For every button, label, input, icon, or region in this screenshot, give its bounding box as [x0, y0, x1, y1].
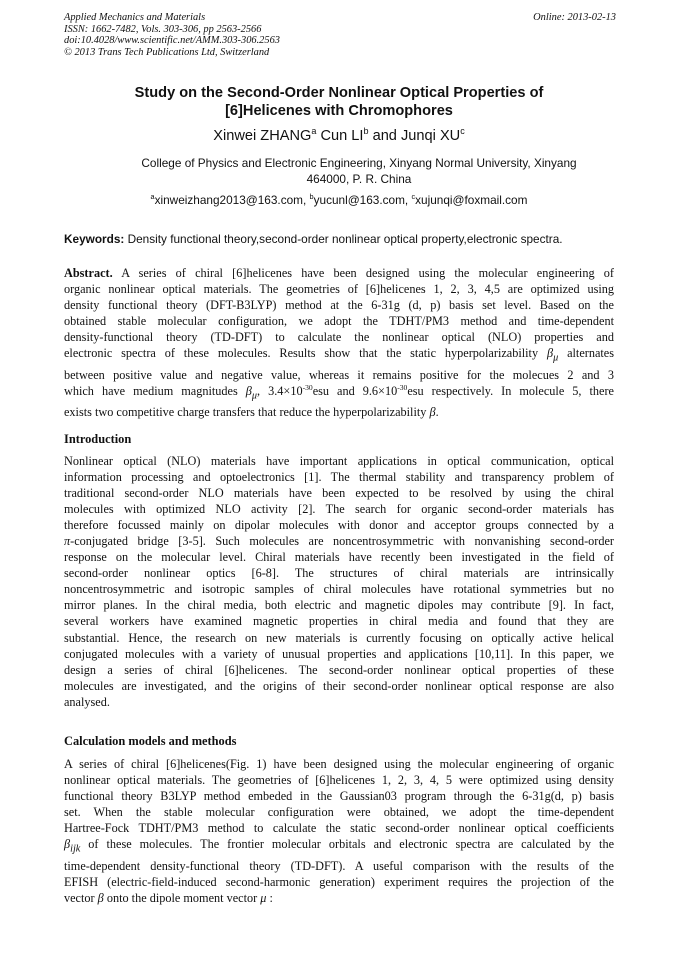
author-and: and [372, 128, 397, 144]
journal-copyright: © 2013 Trans Tech Publications Ltd, Switzerland [64, 46, 270, 58]
author-2: Cun LI [320, 128, 364, 144]
keywords-label: Keywords: [64, 232, 125, 246]
methods-line-3: functional theory B3LYP method embeded in the Gaussian03 program through the 6-31g(d, p) basis [64, 789, 614, 804]
abstract-line-8a: which have medium magnitudes [64, 383, 238, 398]
abstract [64, 265, 614, 420]
abstract-line-5: density-functional theory (TD-DFT) to calculate the nonlinear optical (NLO) properties and [64, 330, 614, 345]
abstract-line-6-text: electronic spectra of these molecules. Results show that the static hyperpolarizability [64, 346, 539, 361]
abstract-line-8 [64, 383, 614, 404]
methods-line-9c: : [269, 890, 273, 905]
exponent-1: -30 [302, 382, 313, 392]
online-date: Online: 2013-02-13 [533, 12, 616, 23]
methods-line-1: A series of chiral [6]helicenes(Fig. 1) have been designed using the molecular engineering of organic [64, 757, 614, 771]
methods-line-9a: vector [64, 890, 95, 905]
exponent-2: -30 [397, 382, 408, 392]
abstract-line-9a: exists two competitive charge transfers that reduce the hyperpolarizability [64, 405, 427, 420]
title-line-2: [6]Helicenes with Chromophores [225, 103, 453, 119]
keywords [64, 231, 616, 247]
email-a[interactable]: xinweizhang2013@163.com, [154, 193, 307, 207]
intro-line-14: design a series of chiral [6]helicenes. The second-order nonlinear optical properties of these [64, 662, 614, 677]
methods-line-5: Hartree-Fock TDHT/PM3 method to calculate the static second-order nonlinear optical coefficients [64, 821, 614, 836]
methods-line-9 [64, 890, 614, 906]
intro-line-12: substantial. Hence, the research on new materials is currently focusing on optically active helical [64, 630, 614, 645]
author-emails [64, 192, 614, 208]
author-1-sup: a [311, 126, 317, 137]
intro-line-11: several workers have examined magnetic properties in chiral media and found that they are [64, 614, 614, 629]
beta-symbol: β [429, 405, 436, 420]
intro-line-1: Nonlinear optical (NLO) materials have important applications in optical communication, optical [64, 454, 614, 468]
intro-line-10: mirror planes. In the chiral media, both electric and magnetic dipoles may contribute [9]. In fact, [64, 598, 614, 613]
methods-line-8: EFISH (electric-field-induced second-harmonic generation) experiment requires the projection of the [64, 874, 614, 889]
intro-line-3: traditional second-order NLO materials have been expected to be resolved by using the chiral [64, 486, 614, 501]
abstract-line-4: obtained stable molecular configuration, we adopt the TDHT/PM3 method and time-dependent [64, 314, 614, 329]
intro-line-16: analysed. [64, 694, 110, 709]
abstract-line-7: between positive value and negative value, whereas it remains positive for the molecues 2 and 3 [64, 367, 614, 382]
beta-symbol: β [97, 890, 104, 905]
email-b-sup: b [309, 192, 314, 202]
email-b[interactable]: yucunl@163.com, [313, 193, 409, 207]
intro-line-6 [64, 533, 614, 549]
methods-line-4: set. When the stable molecular configuration were obtained, we adopt the time-dependent [64, 805, 614, 820]
journal-issn: ISSN: 1662-7482, Vols. 303-306, pp 2563-2566 [64, 23, 262, 35]
affiliation [92, 156, 626, 187]
journal-header [64, 12, 616, 58]
affiliation-line-2: 464000, P. R. China [306, 171, 412, 186]
mu-subscript: μ [553, 352, 559, 364]
abstract-line-8b: , 3.4×10 [257, 383, 303, 398]
email-a-sup: a [150, 192, 155, 202]
paper-title [64, 84, 614, 120]
beta-symbol: β [245, 383, 252, 398]
abstract-line-1-text: A series of chiral [6]helicenes have been designed using the molecular engineering of [121, 266, 614, 280]
pi-symbol: π [64, 534, 71, 549]
author-list [64, 127, 614, 145]
author-2-sup: b [363, 126, 369, 137]
introduction-heading: Introduction [64, 432, 132, 446]
methods-line-2: nonlinear optical materials. The geometries of [6]helicenes 1, 2, 3, 4, 5 were optimized using density [64, 773, 614, 788]
email-c-sup: c [411, 192, 416, 202]
beta-symbol: β [546, 346, 554, 361]
abstract-line-6 [64, 345, 614, 366]
intro-line-5: therefore focussed mainly on dipolar molecules with donor and acceptor groups connected by a [64, 518, 614, 533]
methods-line-9b: onto the dipole moment vector [106, 890, 258, 905]
beta-symbol: β [64, 837, 71, 852]
keywords-text: Density functional theory,second-order nonlinear optical property,electronic spectra. [127, 232, 563, 246]
email-c[interactable]: xujunqi@foxmail.com [415, 193, 528, 207]
mu-subscript: μ [251, 390, 258, 402]
abstract-line-9 [64, 404, 614, 420]
intro-line-9: noncentrosymmetric and isotropic samples of chiral molecules have rotational symmetries but no [64, 582, 614, 597]
intro-line-6-text: -conjugated bridge [3-5]. Such molecules are noncentrosymmetric with nonvanishing second-order [70, 534, 614, 549]
journal-doi: doi:10.4028/www.scientific.net/AMM.303-306.2563 [64, 35, 280, 47]
abstract-line-9b: . [435, 405, 439, 420]
methods-line-7: time-dependent density-functional theory (TD-DFT). A useful comparison with the results of the [64, 858, 614, 873]
intro-line-2: information processing and optoelectronics [1]. The thermal stability and transparency problem of [64, 470, 614, 485]
abstract-line [64, 265, 614, 281]
author-1: Xinwei ZHANG [213, 128, 312, 144]
mu-symbol: μ [260, 890, 267, 905]
abstract-line-8d: esu respectively. In molecule 5, there [407, 383, 614, 398]
intro-line-15: molecules are investigated, and the origins of their second-order nonlinear optical response are also [64, 678, 614, 693]
introduction-body [64, 453, 614, 710]
journal-name: Applied Mechanics and Materials [64, 12, 206, 23]
title-line-1: Study on the Second-Order Nonlinear Optical Properties of [134, 85, 544, 101]
abstract-line-6-end: alternates [567, 346, 615, 361]
affiliation-line-1: College of Physics and Electronic Engineering, Xinyang Normal University, Xinyang [141, 156, 577, 170]
intro-line-4: molecules with optimized NLO activity [2]. The search for organic second-order materials has [64, 502, 614, 517]
abstract-line-2: organic nonlinear optical materials. The geometries of [6]helicenes 1, 2, 3, 4,5 are optimized using [64, 282, 614, 297]
methods-body [64, 756, 614, 906]
methods-line-6 [64, 836, 614, 857]
abstract-line-3: density functional theory (DFT-B3LYP) method at the 6-31g (d, p) basis set level. Based on the [64, 298, 614, 313]
intro-line-8: second-order nonlinear optics [6-8]. The structures of chiral materials are intrinsically [64, 566, 614, 581]
methods-line-6-text: of these molecules. The frontier molecular orbitals and electronic spectra are calculated by the [88, 837, 615, 852]
abstract-label: Abstract. [64, 266, 113, 280]
ijk-subscript: ijk [70, 843, 81, 855]
abstract-line-8c: esu and 9.6×10 [312, 383, 398, 398]
author-3-sup: c [460, 126, 465, 137]
intro-line-7: response on the molecular level. Chiral materials have recently been investigated in the field of [64, 550, 614, 565]
methods-heading: Calculation models and methods [64, 734, 237, 748]
author-3: Junqi XU [401, 128, 461, 144]
intro-line-13: conjugated molecules with a variety of unusual properties and applications [10,11]. In this paper, we [64, 646, 614, 661]
